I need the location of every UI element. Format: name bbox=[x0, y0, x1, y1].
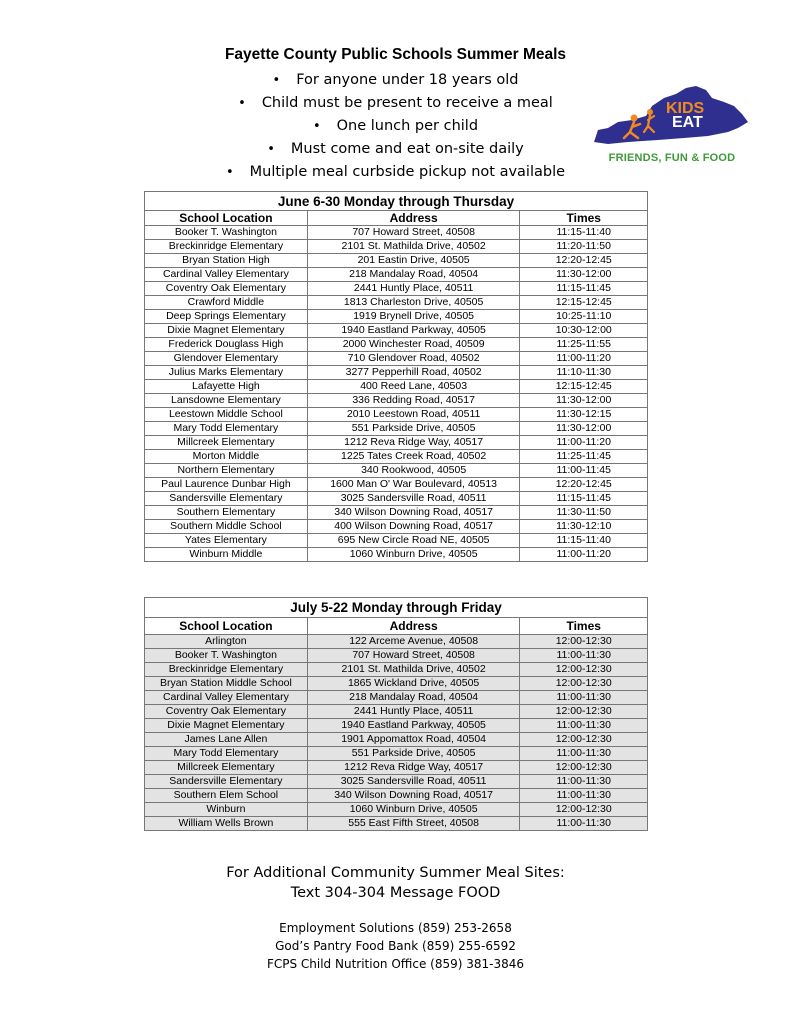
table-row bbox=[145, 733, 648, 747]
cell-location: Leestown Middle School bbox=[145, 408, 308, 422]
june-schedule-table bbox=[144, 191, 648, 562]
cell-times: 12:20-12:45 bbox=[520, 478, 648, 492]
cell-address: 695 New Circle Road NE, 40505 bbox=[307, 534, 520, 548]
table-row bbox=[145, 268, 648, 282]
table-row bbox=[145, 649, 648, 663]
table-row bbox=[145, 366, 648, 380]
cell-location: Southern Elementary bbox=[145, 506, 308, 520]
cell-times: 12:00-12:30 bbox=[520, 663, 648, 677]
table-row bbox=[145, 719, 648, 733]
cell-location: Dixie Magnet Elementary bbox=[145, 324, 308, 338]
cell-location: Coventry Oak Elementary bbox=[145, 705, 308, 719]
cell-location: Cardinal Valley Elementary bbox=[145, 268, 308, 282]
contact-line: FCPS Child Nutrition Office (859) 381-3846 bbox=[266, 957, 525, 971]
cell-location: Millcreek Elementary bbox=[145, 761, 308, 775]
table-row bbox=[145, 310, 648, 324]
cell-location: Arlington bbox=[145, 635, 308, 649]
cell-location: Booker T. Washington bbox=[145, 226, 308, 240]
table-caption: June 6-30 Monday through Thursday bbox=[145, 192, 648, 211]
cell-location: Coventry Oak Elementary bbox=[145, 282, 308, 296]
table-row bbox=[145, 464, 648, 478]
cell-times: 11:10-11:30 bbox=[520, 366, 648, 380]
table-row bbox=[145, 817, 648, 831]
table-row bbox=[145, 548, 648, 562]
cell-location: Julius Marks Elementary bbox=[145, 366, 308, 380]
contact-line: God’s Pantry Food Bank (859) 255-6592 bbox=[275, 939, 516, 953]
cell-address: 1212 Reva Ridge Way, 40517 bbox=[307, 761, 520, 775]
cell-address: 1225 Tates Creek Road, 40502 bbox=[307, 450, 520, 464]
contact-list bbox=[0, 919, 791, 973]
cell-location: Sandersville Elementary bbox=[145, 775, 308, 789]
cell-location: James Lane Allen bbox=[145, 733, 308, 747]
cell-times: 11:30-12:15 bbox=[520, 408, 648, 422]
table-row bbox=[145, 296, 648, 310]
cell-times: 12:00-12:30 bbox=[520, 635, 648, 649]
cell-times: 11:15-11:40 bbox=[520, 226, 648, 240]
cell-times: 12:00-12:30 bbox=[520, 705, 648, 719]
table-row bbox=[145, 775, 648, 789]
table-row bbox=[145, 324, 648, 338]
table-row bbox=[145, 705, 648, 719]
contact-line: Employment Solutions (859) 253-2658 bbox=[279, 921, 512, 935]
table-row bbox=[145, 663, 648, 677]
cell-times: 12:15-12:45 bbox=[520, 380, 648, 394]
cell-address: 1060 Winburn Drive, 40505 bbox=[307, 803, 520, 817]
cell-times: 11:15-11:45 bbox=[520, 492, 648, 506]
cell-location: William Wells Brown bbox=[145, 817, 308, 831]
cell-location: Winburn Middle bbox=[145, 548, 308, 562]
cell-times: 11:00-11:20 bbox=[520, 436, 648, 450]
cell-location: Frederick Douglass High bbox=[145, 338, 308, 352]
cell-times: 11:00-11:45 bbox=[520, 464, 648, 478]
table-row bbox=[145, 506, 648, 520]
cell-address: 2000 Winchester Road, 40509 bbox=[307, 338, 520, 352]
cell-location: Paul Laurence Dunbar High bbox=[145, 478, 308, 492]
cell-location: Breckinridge Elementary bbox=[145, 240, 308, 254]
cell-address: 3277 Pepperhill Road, 40502 bbox=[307, 366, 520, 380]
table-row bbox=[145, 226, 648, 240]
logo-kids-text: KIDS bbox=[666, 100, 705, 117]
column-header-address: Address bbox=[307, 618, 520, 635]
cell-address: 551 Parkside Drive, 40505 bbox=[307, 422, 520, 436]
cell-times: 10:25-11:10 bbox=[520, 310, 648, 324]
table-row bbox=[145, 422, 648, 436]
cell-times: 11:25-11:55 bbox=[520, 338, 648, 352]
table-caption: July 5-22 Monday through Friday bbox=[145, 598, 648, 618]
cell-address: 400 Wilson Downing Road, 40517 bbox=[307, 520, 520, 534]
cell-times: 11:00-11:20 bbox=[520, 548, 648, 562]
cell-address: 1060 Winburn Drive, 40505 bbox=[307, 548, 520, 562]
rule-item: • Multiple meal curbside pickup not available bbox=[0, 161, 791, 184]
cell-location: Glendover Elementary bbox=[145, 352, 308, 366]
cell-address: 2441 Huntly Place, 40511 bbox=[307, 705, 520, 719]
cell-location: Winburn bbox=[145, 803, 308, 817]
page-title: Fayette County Public Schools Summer Meals bbox=[224, 46, 567, 63]
cell-address: 1212 Reva Ridge Way, 40517 bbox=[307, 436, 520, 450]
cell-address: 707 Howard Street, 40508 bbox=[307, 649, 520, 663]
rule-item: • One lunch per child bbox=[0, 115, 791, 138]
cell-address: 710 Glendover Road, 40502 bbox=[307, 352, 520, 366]
cell-location: Northern Elementary bbox=[145, 464, 308, 478]
table-row bbox=[145, 436, 648, 450]
cell-times: 11:00-11:30 bbox=[520, 691, 648, 705]
cell-address: 1813 Charleston Drive, 40505 bbox=[307, 296, 520, 310]
cell-location: Southern Middle School bbox=[145, 520, 308, 534]
cell-location: Cardinal Valley Elementary bbox=[145, 691, 308, 705]
table-row bbox=[145, 747, 648, 761]
cell-address: 1940 Eastland Parkway, 40505 bbox=[307, 719, 520, 733]
cell-location: Southern Elem School bbox=[145, 789, 308, 803]
cell-address: 1919 Brynell Drive, 40505 bbox=[307, 310, 520, 324]
additional-sites-line: For Additional Community Summer Meal Sites: bbox=[226, 865, 565, 881]
table-row bbox=[145, 789, 648, 803]
cell-times: 11:15-11:45 bbox=[520, 282, 648, 296]
table-row bbox=[145, 635, 648, 649]
cell-times: 11:00-11:30 bbox=[520, 719, 648, 733]
rule-item: • Child must be present to receive a meal bbox=[0, 92, 791, 115]
cell-address: 340 Wilson Downing Road, 40517 bbox=[307, 789, 520, 803]
table-row bbox=[145, 761, 648, 775]
july-schedule-table bbox=[144, 597, 648, 831]
flyer-footer bbox=[0, 863, 791, 973]
cell-address: 3025 Sandersville Road, 40511 bbox=[307, 775, 520, 789]
kentucky-state-icon bbox=[588, 84, 750, 154]
table-row bbox=[145, 520, 648, 534]
column-header-location: School Location bbox=[145, 211, 308, 226]
cell-location: Mary Todd Elementary bbox=[145, 747, 308, 761]
table-row bbox=[145, 677, 648, 691]
cell-times: 11:30-11:50 bbox=[520, 506, 648, 520]
cell-times: 11:25-11:45 bbox=[520, 450, 648, 464]
cell-times: 12:00-12:30 bbox=[520, 803, 648, 817]
cell-times: 11:00-11:20 bbox=[520, 352, 648, 366]
cell-address: 201 Eastin Drive, 40505 bbox=[307, 254, 520, 268]
cell-address: 400 Reed Lane, 40503 bbox=[307, 380, 520, 394]
cell-location: Bryan Station High bbox=[145, 254, 308, 268]
cell-address: 555 East Fifth Street, 40508 bbox=[307, 817, 520, 831]
cell-times: 11:30-12:10 bbox=[520, 520, 648, 534]
cell-address: 551 Parkside Drive, 40505 bbox=[307, 747, 520, 761]
cell-address: 2101 St. Mathilda Drive, 40502 bbox=[307, 663, 520, 677]
cell-address: 2101 St. Mathilda Drive, 40502 bbox=[307, 240, 520, 254]
table-row bbox=[145, 254, 648, 268]
cell-location: Booker T. Washington bbox=[145, 649, 308, 663]
cell-address: 707 Howard Street, 40508 bbox=[307, 226, 520, 240]
text-message-line: Text 304-304 Message FOOD bbox=[290, 885, 501, 901]
table-row bbox=[145, 534, 648, 548]
table-row bbox=[145, 282, 648, 296]
cell-address: 1865 Wickland Drive, 40505 bbox=[307, 677, 520, 691]
cell-times: 11:20-11:50 bbox=[520, 240, 648, 254]
rule-item: • Must come and eat on-site daily bbox=[0, 138, 791, 161]
cell-address: 1940 Eastland Parkway, 40505 bbox=[307, 324, 520, 338]
cell-times: 10:30-12:00 bbox=[520, 324, 648, 338]
cell-address: 3025 Sandersville Road, 40511 bbox=[307, 492, 520, 506]
cell-times: 11:00-11:30 bbox=[520, 789, 648, 803]
cell-location: Morton Middle bbox=[145, 450, 308, 464]
cell-address: 340 Wilson Downing Road, 40517 bbox=[307, 506, 520, 520]
cell-times: 11:00-11:30 bbox=[520, 747, 648, 761]
cell-times: 12:15-12:45 bbox=[520, 296, 648, 310]
kids-eat-logo bbox=[588, 84, 750, 168]
cell-address: 218 Mandalay Road, 40504 bbox=[307, 268, 520, 282]
table-row bbox=[145, 408, 648, 422]
table-row bbox=[145, 394, 648, 408]
cell-address: 1901 Appomattox Road, 40504 bbox=[307, 733, 520, 747]
table-row bbox=[145, 352, 648, 366]
cell-location: Crawford Middle bbox=[145, 296, 308, 310]
table-row bbox=[145, 478, 648, 492]
cell-times: 12:20-12:45 bbox=[520, 254, 648, 268]
cell-times: 11:15-11:40 bbox=[520, 534, 648, 548]
cell-address: 2441 Huntly Place, 40511 bbox=[307, 282, 520, 296]
cell-times: 12:00-12:30 bbox=[520, 761, 648, 775]
cell-address: 2010 Leestown Road, 40511 bbox=[307, 408, 520, 422]
cell-location: Lafayette High bbox=[145, 380, 308, 394]
table-row bbox=[145, 492, 648, 506]
table-row bbox=[145, 803, 648, 817]
table-row bbox=[145, 240, 648, 254]
cell-location: Breckinridge Elementary bbox=[145, 663, 308, 677]
cell-times: 11:00-11:30 bbox=[520, 775, 648, 789]
logo-tagline: FRIENDS, FUN & FOOD bbox=[608, 152, 736, 164]
cell-address: 218 Mandalay Road, 40504 bbox=[307, 691, 520, 705]
table-row bbox=[145, 691, 648, 705]
cell-times: 11:00-11:30 bbox=[520, 649, 648, 663]
cell-address: 1600 Man O' War Boulevard, 40513 bbox=[307, 478, 520, 492]
cell-location: Mary Todd Elementary bbox=[145, 422, 308, 436]
cell-address: 122 Arceme Avenue, 40508 bbox=[307, 635, 520, 649]
cell-address: 340 Rookwood, 40505 bbox=[307, 464, 520, 478]
column-header-address: Address bbox=[307, 211, 520, 226]
cell-times: 12:00-12:30 bbox=[520, 677, 648, 691]
cell-location: Bryan Station Middle School bbox=[145, 677, 308, 691]
cell-times: 11:30-12:00 bbox=[520, 268, 648, 282]
column-header-times: Times bbox=[520, 618, 648, 635]
cell-times: 12:00-12:30 bbox=[520, 733, 648, 747]
cell-location: Dixie Magnet Elementary bbox=[145, 719, 308, 733]
rule-item: • For anyone under 18 years old bbox=[0, 69, 791, 92]
column-header-times: Times bbox=[520, 211, 648, 226]
cell-times: 11:00-11:30 bbox=[520, 817, 648, 831]
cell-location: Lansdowne Elementary bbox=[145, 394, 308, 408]
cell-location: Yates Elementary bbox=[145, 534, 308, 548]
column-header-location: School Location bbox=[145, 618, 308, 635]
cell-location: Millcreek Elementary bbox=[145, 436, 308, 450]
cell-address: 336 Redding Road, 40517 bbox=[307, 394, 520, 408]
cell-times: 11:30-12:00 bbox=[520, 422, 648, 436]
cell-times: 11:30-12:00 bbox=[520, 394, 648, 408]
table-row bbox=[145, 380, 648, 394]
logo-eat-text: EAT bbox=[672, 114, 703, 131]
table-row bbox=[145, 450, 648, 464]
cell-location: Deep Springs Elementary bbox=[145, 310, 308, 324]
table-row bbox=[145, 338, 648, 352]
cell-location: Sandersville Elementary bbox=[145, 492, 308, 506]
